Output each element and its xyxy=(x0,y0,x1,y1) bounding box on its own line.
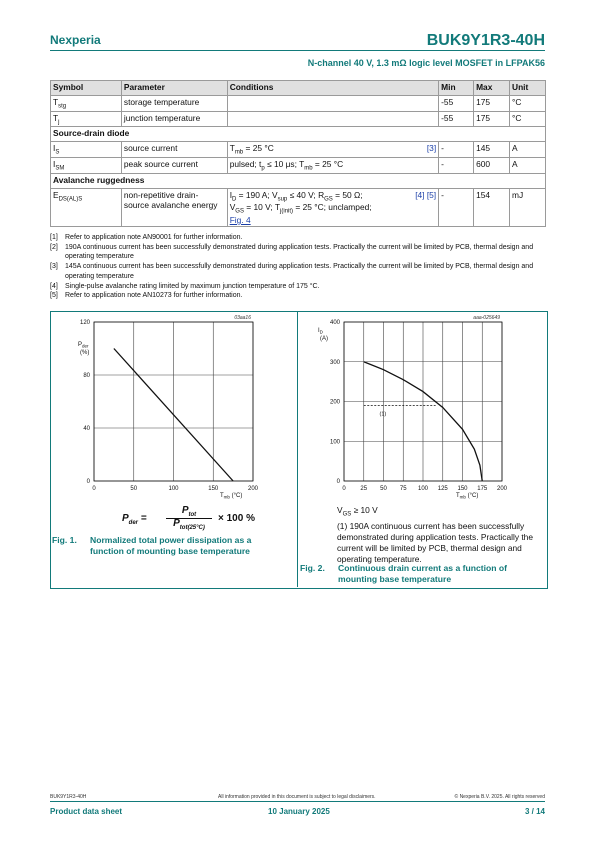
figure-code: aaa-025649 xyxy=(473,315,500,321)
footer-copyright: © Nexperia B.V. 2025. All rights reserved xyxy=(454,794,545,800)
footer-page: 3 / 14 xyxy=(524,807,545,816)
brand-logo: Nexperia xyxy=(50,33,101,47)
x-tick-label: 200 xyxy=(496,486,508,492)
limiting-values-table xyxy=(50,80,546,227)
symbol-cell: $T_j$ xyxy=(51,111,122,127)
min-cell: -55 xyxy=(439,96,474,112)
table-row xyxy=(51,111,546,127)
y-axis-label: $P_{der}$ xyxy=(78,342,89,349)
note-item: [5] Refer to application note AN10273 for further information. xyxy=(50,292,243,300)
max-cell: 175 xyxy=(474,111,510,127)
param-cell: junction temperature xyxy=(121,111,227,127)
footer-date: 10 January 2025 xyxy=(268,807,330,816)
y-axis-unit: (A) xyxy=(320,336,328,342)
min-cell: - xyxy=(439,188,474,226)
x-tick-label: 50 xyxy=(130,486,138,492)
y-tick-label: 200 xyxy=(329,399,340,406)
note-item: [2] 190A continuous current has been successfully demonstrated during application tests. Practically the current will be limited by PCB, thermal design and operating temperature xyxy=(50,243,534,261)
col-header: Min xyxy=(439,81,474,96)
section-row xyxy=(51,127,546,142)
x-axis-label: $T_{mb}$ (°C) xyxy=(456,493,479,500)
param-cell: peak source current xyxy=(121,158,227,174)
table-header-row xyxy=(51,81,546,96)
symbol-cell: $I_S$ xyxy=(51,142,122,158)
x-tick-label: 75 xyxy=(399,486,407,492)
y-tick-label: 0 xyxy=(336,479,340,485)
table-row xyxy=(51,142,546,158)
x-tick-label: 150 xyxy=(208,486,219,492)
col-header: Conditions xyxy=(227,81,438,96)
symbol-cell: $I_{SM}$ xyxy=(51,158,122,174)
section-row xyxy=(51,173,546,188)
unit-cell: A xyxy=(510,142,546,158)
x-tick-label: 0 xyxy=(92,486,96,492)
fig2-note: $V_{GS} \ge 10$ V (1) 190A continuous current has been successfully demonstrated during application tests. Practically the current will be limited by PCB, thermal design and operating temperature. xyxy=(337,505,533,564)
param-cell: non-repetitive drain- source avalanche energy xyxy=(121,188,227,226)
x-tick-label: 25 xyxy=(360,486,368,492)
fig2-caption: Fig. 2. Continuous drain current as a function of mounting base temperature xyxy=(300,563,508,584)
page-subtitle: N-channel 40 V, 1.3 mΩ logic level MOSFET in LFPAK56 xyxy=(307,58,545,68)
footnote-ref[interactable]: [4] [5] xyxy=(415,189,437,200)
figure-code: 03aa16 xyxy=(234,315,251,321)
y-tick-label: 300 xyxy=(329,359,340,366)
footer-rule xyxy=(50,801,545,802)
cond-cell xyxy=(227,96,438,112)
footer-doc-type: Product data sheet xyxy=(50,807,123,816)
x-tick-label: 150 xyxy=(457,486,468,492)
part-number: BUK9Y1R3-40H xyxy=(426,32,545,49)
table-row xyxy=(51,188,546,226)
x-tick-label: 50 xyxy=(380,486,387,492)
section-title: Avalanche ruggedness xyxy=(51,173,546,188)
y-tick-label: 400 xyxy=(329,320,340,326)
min-cell: - xyxy=(439,158,474,174)
footer-disclaimer: All information provided in this document is subject to legal disclaimers. xyxy=(218,794,376,800)
min-cell: -55 xyxy=(439,111,474,127)
unit-cell: °C xyxy=(510,96,546,112)
x-tick-label: 175 xyxy=(477,486,488,492)
x-tick-label: 125 xyxy=(437,486,448,492)
footer-doc: BUK9Y1R3-40H xyxy=(50,794,87,800)
cond-cell xyxy=(227,111,438,127)
table-notes xyxy=(50,233,546,301)
note-item: [3] 145A continuous current has been successfully demonstrated during application tests. Practically the current will be limited by PCB, thermal design and operating temperature xyxy=(50,263,534,280)
max-cell: 154 xyxy=(474,188,510,226)
x-tick-label: 200 xyxy=(247,486,259,492)
note-item: [4] Single-pulse avalanche rating limited by maximum junction temperature of 175 °C. xyxy=(50,282,320,290)
x-axis-label: $T_{mb}$ (°C) xyxy=(220,493,243,500)
min-cell: - xyxy=(439,142,474,158)
max-cell: 175 xyxy=(474,96,510,112)
drain-current-chart xyxy=(298,312,545,502)
power-derating-chart xyxy=(50,312,296,502)
unit-cell: A xyxy=(510,158,546,174)
cond-cell: $T_{mb} = 25$ °C [3] xyxy=(227,142,438,158)
footnote-ref[interactable]: [3] xyxy=(426,143,437,154)
y-axis-unit: (%) xyxy=(80,350,90,356)
x-tick-label: 0 xyxy=(342,486,346,492)
unit-cell: °C xyxy=(510,111,546,127)
y-tick-label: 40 xyxy=(83,426,90,432)
cond-cell: [4] [5] $I_D = 190$ A; $V_{sup} \le 40$ V; $R_{GS} = 50$ Ω; $V_{GS} = 10$ V; $T_{j(init)} = 25$ °C; unclamped; Fig. 4 xyxy=(227,188,438,226)
col-header: Parameter xyxy=(121,81,227,96)
x-tick-label: 100 xyxy=(417,486,429,492)
section-title: Source-drain diode xyxy=(51,127,546,142)
table-row xyxy=(51,96,546,112)
y-tick-label: 80 xyxy=(83,373,90,379)
fig4-link[interactable]: Fig. 4 xyxy=(229,215,251,226)
symbol-cell: $T_{stg}$ xyxy=(51,96,122,112)
y-tick-label: 0 xyxy=(86,479,90,485)
table-row xyxy=(51,158,546,174)
col-header: Max xyxy=(474,81,510,96)
param-cell: source current xyxy=(121,142,227,158)
y-tick-label: 100 xyxy=(329,439,340,446)
fig1-caption: Fig. 1. Normalized total power dissipation as a function of mounting base temperature xyxy=(52,535,252,556)
unit-cell: mJ xyxy=(510,188,546,226)
note-item: [1] Refer to application note AN90001 for further information. xyxy=(50,234,243,241)
max-cell: 145 xyxy=(474,142,510,158)
annotation-label: (1) xyxy=(379,411,387,418)
y-tick-label: 120 xyxy=(79,320,90,326)
y-axis-label: $I_D$ xyxy=(318,328,323,335)
max-cell: 600 xyxy=(474,158,510,174)
symbol-cell: $E_{DS(AL)S}$ xyxy=(51,188,122,226)
cond-cell: pulsed; $t_p \le 10$ μs; $T_{mb} = 25$ °C xyxy=(227,158,438,174)
header-rule xyxy=(50,50,545,51)
x-tick-label: 100 xyxy=(168,486,179,492)
col-header: Unit xyxy=(510,81,546,96)
col-header: Symbol xyxy=(51,81,122,96)
param-cell: storage temperature xyxy=(121,96,227,112)
